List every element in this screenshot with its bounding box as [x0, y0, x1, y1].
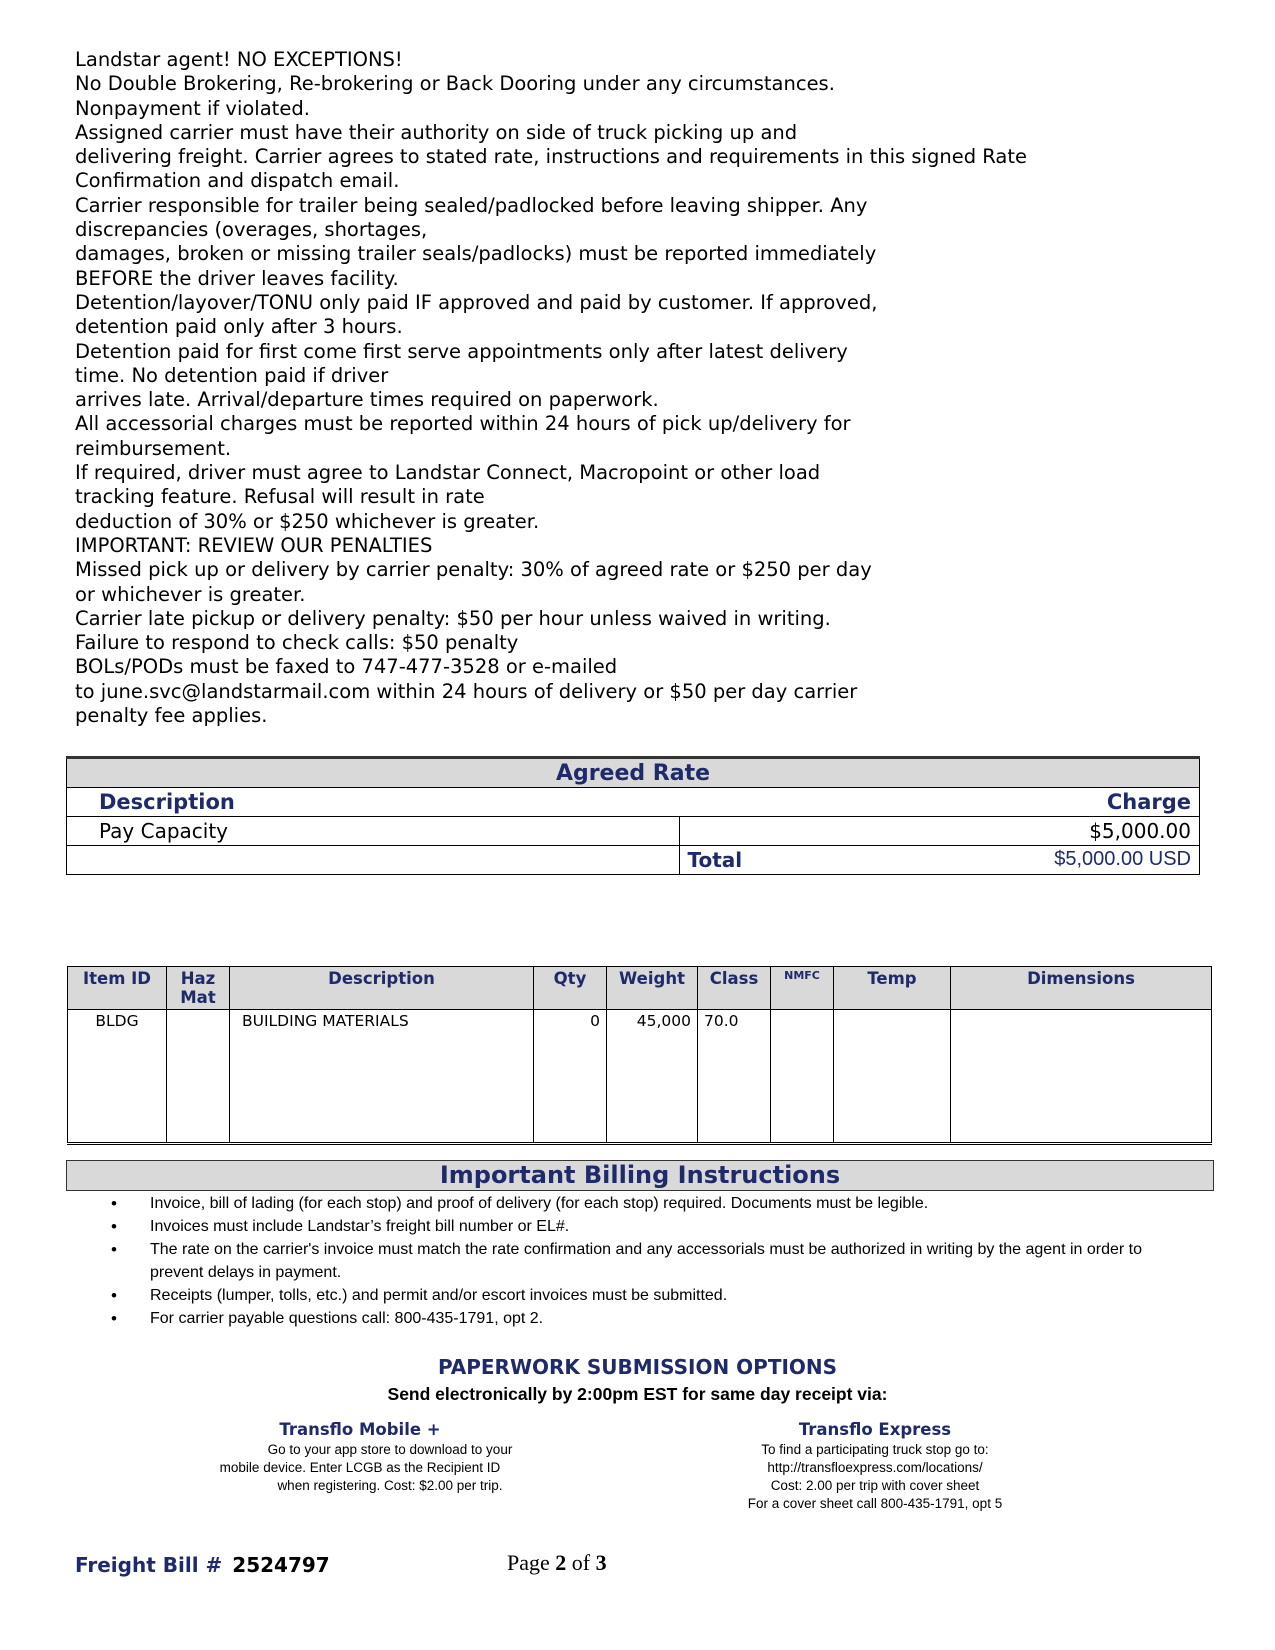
- terms-line: time. No detention paid if driver: [75, 363, 389, 387]
- agreed-rate-table: [66, 756, 1200, 875]
- page-of: of: [566, 1550, 596, 1575]
- list-item: • Invoice, bill of lading (for each stop) and proof of delivery (for each stop) required. Documents must be legible.: [108, 1192, 1178, 1215]
- list-item: • Receipts (lumper, tolls, etc.) and permit and/or escort invoices must be submitted.: [108, 1284, 1178, 1307]
- list-item: • For carrier payable questions call: 800-435-1791, opt 2.: [108, 1307, 1178, 1330]
- terms-line: Missed pick up or delivery by carrier penalty: 30% of agreed rate or $250 per day: [75, 558, 872, 582]
- freight-bill-number: 2524797: [232, 1553, 330, 1577]
- option1-line1: Go to your app store to download to your: [267, 1442, 513, 1457]
- cell-haz-mat: [167, 1010, 230, 1144]
- terms-line: Detention paid for first come first serve appointments only after latest delivery: [75, 339, 848, 363]
- col-description: Description: [67, 788, 680, 817]
- list-item: • Invoices must include Landstar’s freight bill number or EL#.: [108, 1215, 1178, 1238]
- option2-line2: http://transfloexpress.com/locations/: [767, 1460, 983, 1475]
- terms-line: BEFORE the driver leaves facility.: [75, 266, 399, 290]
- cell-class: 70.0: [698, 1010, 771, 1144]
- header-item-id: Item ID: [68, 967, 167, 1010]
- terms-line: discrepancies (overages, shortages,: [75, 218, 428, 242]
- freight-bill-label: Freight Bill #: [75, 1553, 223, 1577]
- total-value: $5,000.00 USD: [1054, 848, 1191, 870]
- header-class: Class: [698, 967, 771, 1010]
- rate-total-cell: [679, 846, 1200, 875]
- option2-line4: For a cover sheet call 800-435-1791, opt 5: [747, 1496, 1003, 1511]
- option-transflo-mobile-title: Transflo Mobile +: [279, 1420, 441, 1439]
- terms-text: [75, 48, 1195, 728]
- option1-line2: mobile device. Enter LCGB as the Recipient ID: [219, 1460, 501, 1475]
- terms-line: delivering freight. Carrier agrees to stated rate, instructions and requirements in this signed Rate: [75, 145, 1027, 169]
- option2-line1: To find a participating truck stop go to:: [761, 1442, 989, 1457]
- freight-bill: [75, 1553, 330, 1577]
- option-transflo-mobile: [190, 1419, 530, 1495]
- terms-line: Assigned carrier must have their authority on side of truck picking up and: [75, 120, 798, 144]
- total-label: Total: [687, 848, 743, 872]
- page-prefix: Page: [507, 1550, 556, 1575]
- terms-line: Landstar agent! NO EXCEPTIONS!: [75, 48, 403, 71]
- cell-item-id: BLDG: [68, 1010, 167, 1144]
- terms-line: detention paid only after 3 hours.: [75, 315, 403, 339]
- col-charge: Charge: [679, 788, 1200, 817]
- header-weight: Weight: [607, 967, 698, 1010]
- terms-line: BOLs/PODs must be faxed to 747-477-3528 or e-mailed: [75, 655, 618, 679]
- terms-line: arrives late. Arrival/departure times required on paperwork.: [75, 388, 659, 412]
- terms-line: Carrier responsible for trailer being sealed/padlocked before leaving shipper. Any: [75, 193, 868, 217]
- paperwork-subtitle: Send electronically by 2:00pm EST for same day receipt via:: [387, 1384, 888, 1404]
- terms-line: Nonpayment if violated.: [75, 96, 310, 120]
- terms-line: Carrier late pickup or delivery penalty: $50 per hour unless waived in writing.: [75, 606, 831, 630]
- header-dimensions: Dimensions: [951, 967, 1212, 1010]
- rate-item-charge: $5,000.00: [679, 817, 1200, 846]
- header-temp: Temp: [834, 967, 951, 1010]
- terms-line: If required, driver must agree to Landstar Connect, Macropoint or other load: [75, 461, 821, 485]
- terms-line: reimbursement.: [75, 436, 232, 460]
- option-transflo-express: [725, 1419, 1025, 1513]
- cell-qty: 0: [534, 1010, 607, 1144]
- terms-line: No Double Brokering, Re-brokering or Back Dooring under any circumstances.: [75, 72, 835, 96]
- terms-line: penalty fee applies.: [75, 704, 268, 728]
- option-transflo-express-title: Transflo Express: [798, 1420, 952, 1439]
- header-qty: Qty: [534, 967, 607, 1010]
- option1-line3: when registering. Cost: $2.00 per trip.: [277, 1478, 503, 1493]
- rate-total-empty: [67, 846, 680, 875]
- terms-line: Confirmation and dispatch email.: [75, 169, 400, 193]
- cell-weight: 45,000: [607, 1010, 698, 1144]
- cell-nmfc: [771, 1010, 834, 1144]
- header-nmfc: NMFC: [771, 967, 834, 1010]
- page-number: [507, 1550, 607, 1576]
- terms-line: Detention/layover/TONU only paid IF approved and paid by customer. If approved,: [75, 290, 878, 314]
- header-description: Description: [230, 967, 534, 1010]
- terms-line: or whichever is greater.: [75, 582, 306, 606]
- list-item: • The rate on the carrier's invoice must match the rate confirmation and any accessorials must be authorized in writing by the agent in order to prevent delays in payment.: [108, 1238, 1178, 1284]
- billing-instructions-title: Important Billing Instructions: [66, 1160, 1214, 1191]
- cell-temp: [834, 1010, 951, 1144]
- page-current: 2: [555, 1550, 567, 1575]
- terms-line: All accessorial charges must be reported within 24 hours of pick up/delivery for: [75, 412, 851, 436]
- billing-instructions-list: [108, 1192, 1178, 1330]
- terms-line: IMPORTANT: REVIEW OUR PENALTIES: [75, 533, 433, 557]
- terms-line: to june.svc@landstarmail.com within 24 hours of delivery or $50 per day carrier: [75, 679, 858, 703]
- page-total: 3: [595, 1550, 607, 1575]
- items-table: [67, 966, 1212, 1145]
- terms-line: deduction of 30% or $250 whichever is greater.: [75, 509, 540, 533]
- cell-dimensions: [951, 1010, 1212, 1144]
- table-row: [68, 1010, 1212, 1144]
- terms-line: tracking feature. Refusal will result in rate: [75, 485, 485, 509]
- terms-line: damages, broken or missing trailer seals/padlocks) must be reported immediately: [75, 242, 877, 266]
- paperwork-title: PAPERWORK SUBMISSION OPTIONS: [437, 1355, 838, 1379]
- agreed-rate-title: Agreed Rate: [67, 758, 1200, 788]
- rate-item-description: Pay Capacity: [67, 817, 680, 846]
- terms-line: Failure to respond to check calls: $50 penalty: [75, 631, 519, 655]
- cell-description: BUILDING MATERIALS: [230, 1010, 534, 1144]
- option2-line3: Cost: 2.00 per trip with cover sheet: [770, 1478, 980, 1493]
- header-haz-mat: Haz Mat: [167, 967, 230, 1010]
